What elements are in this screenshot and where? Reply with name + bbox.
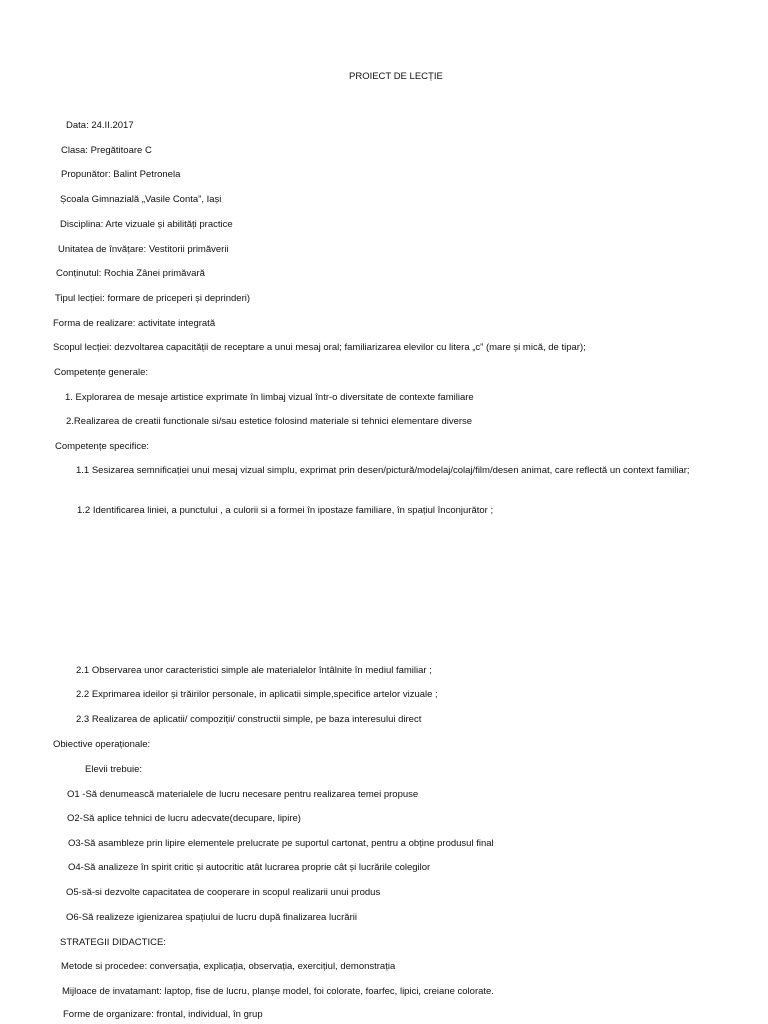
specific-competence-item: 2.2 Exprimarea ideilor și trăirilor personale, in aplicatii simple,specifice artelor vizuale ; [76,689,438,700]
objective-item: O6-Să realizeze igienizarea spațiului de lucru după finalizarea lucrării [66,912,357,923]
specific-competence-item: 1.2 Identificarea liniei, a punctului , a culorii si a formei în ipostaze familiare, în spațiul înconjurător ; [77,505,494,516]
lesson-form: Forma de realizare: activitate integrată [53,318,216,329]
specific-competence-item: 2.3 Realizarea de aplicatii/ compoziții/ constructii simple, pe baza interesului direct [76,714,422,725]
lesson-discipline: Disciplina: Arte vizuale și abilități practice [60,219,233,230]
lesson-content: Conținutul: Rochia Zânei primăvară [56,268,205,279]
strategies-heading: STRATEGII DIDACTICE: [60,937,166,948]
strategies-organization: Forme de organizare: frontal, individual, în grup [63,1009,263,1020]
specific-competence-item: 2.1 Observarea unor caracteristici simple ale materialelor întâlnite în mediul familiar ; [76,665,432,676]
objective-item: O5-să-si dezvolte capacitatea de cooperare in scopul realizarii unui produs [66,887,381,898]
objectives-intro: Elevii trebuie: [85,764,143,775]
strategies-methods: Metode si procedee: conversația, explicația, observația, exercițiul, demonstrația [61,961,396,972]
lesson-date: Data: 24.II.2017 [66,120,134,131]
lesson-type: Tipul lecției: formare de priceperi și deprinderi) [55,293,251,304]
strategies-materials: Mijloace de invatamant: laptop, fise de lucru, planșe model, foi colorate, foarfec, lipici, creiane colorate. [62,986,494,997]
lesson-class: Clasa: Pregătitoare C [61,145,152,156]
specific-competence-item: 1.1 Sesizarea semnificației unui mesaj vizual simplu, exprimat prin desen/pictură/modelaj/colaj/film/desen animat, care reflectă un context familiar; [76,465,690,476]
objective-item: O4-Să analizeze în spirit critic și autocritic atât lucrarea proprie cât și lucrările colegilor [68,862,431,873]
lesson-school: Școala Gimnazială „Vasile Conta”, Iași [60,194,222,205]
objectives-heading: Obiective operaționale: [53,739,151,750]
objective-item: O3-Să asambleze prin lipire elementele prelucrate pe suportul cartonat, pentru a obține produsul final [68,838,494,849]
page-title: PROIECT DE LECȚIE [349,71,443,82]
lesson-teacher: Propunător: Balint Petronela [61,169,181,180]
general-competence-item: 2.Realizarea de creatii functionale si/sau estetice folosind materiale si tehnici elementare diverse [66,416,473,427]
objective-item: O1 -Să denumească materialele de lucru necesare pentru realizarea temei propuse [67,789,419,800]
objective-item: O2-Să aplice tehnici de lucru adecvate(decupare, lipire) [67,813,301,824]
lesson-unit: Unitatea de învățare: Vestitorii primăverii [58,244,229,255]
specific-competences-heading: Competențe specifice: [55,441,149,452]
general-competences-heading: Competențe generale: [54,367,149,378]
lesson-purpose: Scopul lecției: dezvoltarea capacității de receptare a unui mesaj oral; familiarizarea elevilor cu litera „c” (mare și mică, de tipar); [53,342,586,353]
general-competence-item: 1. Explorarea de mesaje artistice exprimate în limbaj vizual într-o diversitate de contexte familiare [65,392,474,403]
